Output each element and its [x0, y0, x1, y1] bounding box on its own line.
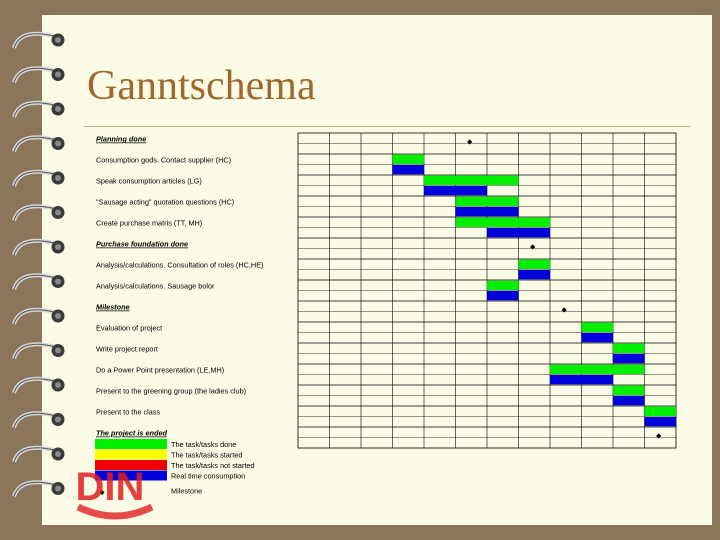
task-label: Speak consumption articles (LG)	[96, 176, 202, 186]
task-label: Write project report	[96, 344, 158, 354]
page-title: Ganntschema	[87, 63, 316, 109]
milestone-label: Planning done	[96, 134, 147, 144]
task-label: Evaluation of project	[96, 323, 163, 333]
legend-label: Real time consumption	[171, 471, 246, 481]
legend-label: The task/tasks not started	[171, 461, 255, 470]
task-label: Analysis/calculations. Consultation of roles (HC,HE)	[96, 260, 264, 270]
task-label: Analysis/calculations. Sausage bolor	[96, 281, 215, 291]
task-label: Present to the class	[96, 407, 161, 417]
legend-label: Milestone	[171, 486, 203, 496]
task-label: Present to the greening group (the ladies club)	[96, 386, 247, 396]
milestone-label: Purchase foundation done	[96, 239, 189, 249]
task-label: Do a Power Point presentation (LE,MH)	[96, 365, 225, 375]
legend-label: The task/tasks done	[171, 440, 237, 449]
task-label: Create purchase matris (TT, MH)	[96, 218, 203, 228]
logo-stamp	[70, 445, 160, 525]
task-label: "Sausage acting" quotation questions (HC)	[96, 197, 235, 207]
milestone-label: The project is ended	[96, 428, 167, 438]
legend-label: The task/tasks started	[171, 450, 243, 460]
task-label: Consumption gods. Contact supplier (HC)	[96, 155, 232, 165]
svg-text:DIN: DIN	[75, 465, 145, 509]
milestone-label: Milestone	[96, 302, 130, 312]
